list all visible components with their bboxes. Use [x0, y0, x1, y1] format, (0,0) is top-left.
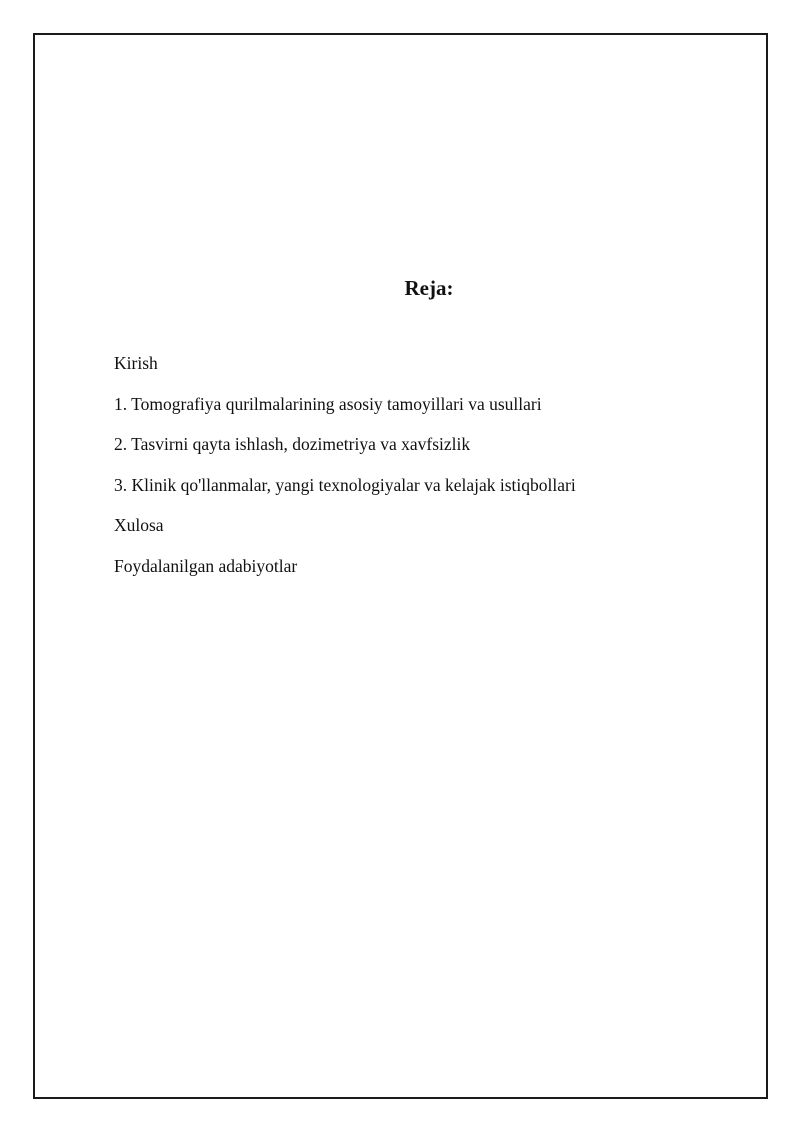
- plan-item-references: Foydalanilgan adabiyotlar: [114, 555, 298, 576]
- plan-item-introduction: Kirish: [114, 353, 158, 373]
- plan-item-chapter-3: 3. Klinik qo'llanmalar, yangi texnologiyalar va kelajak istiqbollari: [114, 474, 576, 495]
- plan-item-chapter-2: 2. Tasvirni qayta ishlash, dozimetriya va xavfsizlik: [114, 434, 471, 454]
- plan-item-chapter-1: 1. Tomografiya qurilmalarining asosiy tamoyillari va usullari: [114, 393, 542, 414]
- plan-item-conclusion: Xulosa: [114, 515, 164, 535]
- plan-list: [114, 350, 576, 593]
- page-title: Reja:: [404, 276, 454, 300]
